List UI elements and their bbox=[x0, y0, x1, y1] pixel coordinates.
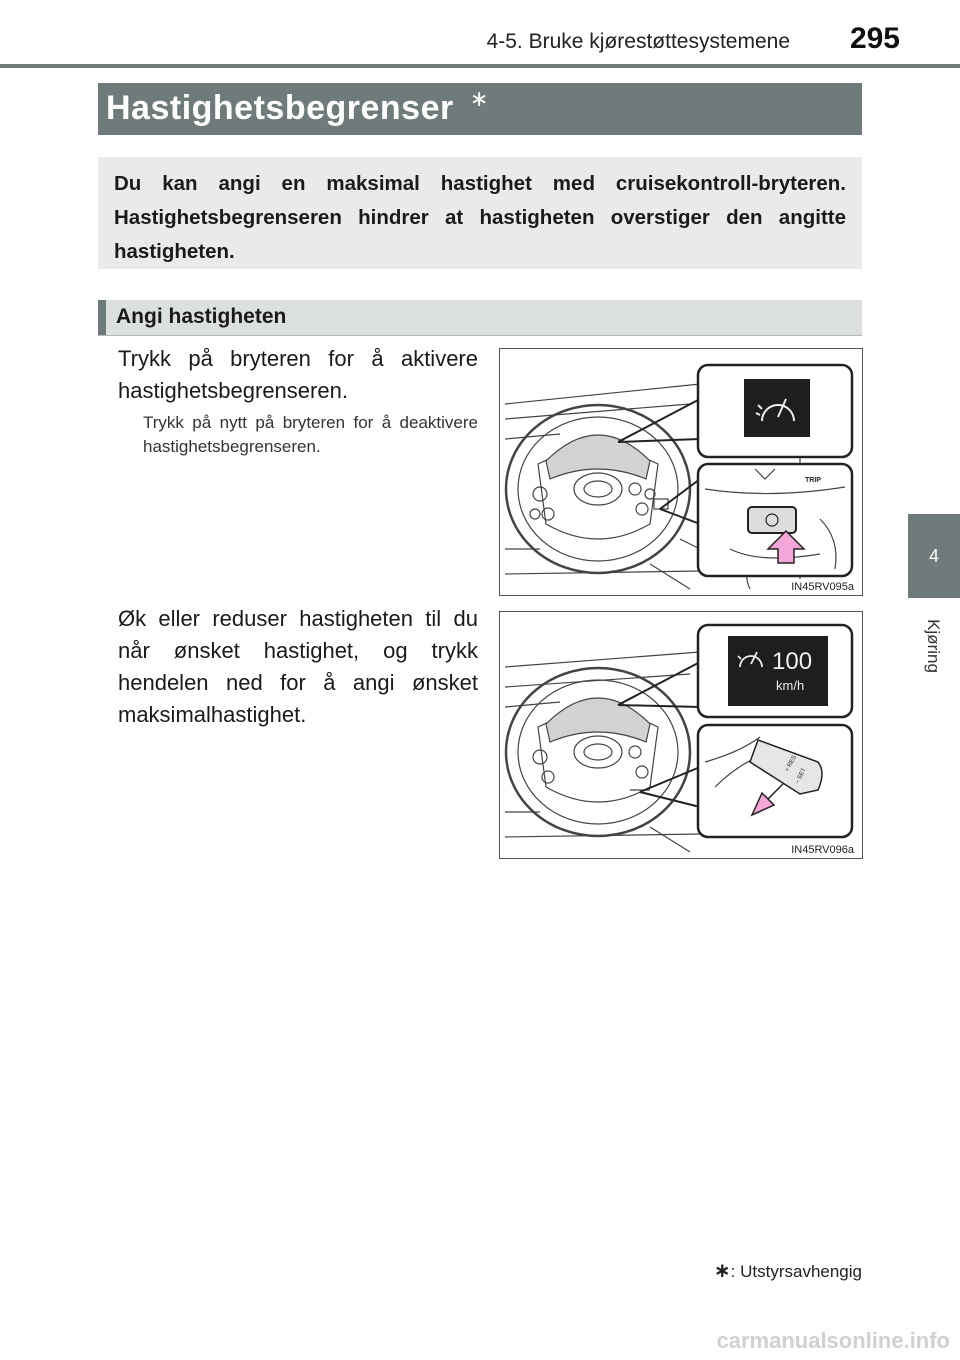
step-2-text: Øk eller reduser hastigheten til du når ønsket hastighet, og trykk hendelen ned for å angi ønsket maksimalhastighet. bbox=[118, 606, 478, 727]
intro-box: Du kan angi en maksimal hastighet med cruisekontroll-bryteren. Hastighetsbegrenseren hindrer at hastigheten overstiger den angitte hastigheten. bbox=[98, 157, 862, 269]
lever-res-label: + RES bbox=[784, 754, 798, 773]
page-number: 295 bbox=[849, 22, 900, 55]
watermark: carmanualsonline.info bbox=[716, 1328, 950, 1353]
footnote-asterisk: ∗ bbox=[713, 1260, 731, 1282]
dashboard-illustration bbox=[500, 349, 862, 595]
chapter-tab bbox=[908, 514, 960, 598]
chapter-label bbox=[905, 606, 960, 686]
subheading-underline bbox=[98, 335, 862, 336]
set-speed-unit: km/h bbox=[776, 678, 805, 693]
trip-label: TRIP bbox=[805, 477, 821, 484]
header-divider bbox=[0, 64, 960, 68]
chapter-number: 4 bbox=[928, 545, 939, 566]
step-1-text: Trykk på bryteren for å aktivere hastighetsbegrenseren. bbox=[118, 346, 478, 403]
chapter-label-text: Kjøring bbox=[923, 619, 943, 673]
footnote bbox=[640, 1258, 862, 1283]
figure-2-code: IN45RV096a bbox=[791, 844, 854, 856]
dashboard-illustration bbox=[500, 612, 862, 858]
step-1-note: Trykk på nytt på bryteren for å deaktivere hastighetsbegrenseren. bbox=[143, 413, 478, 456]
section-title: 4-5. Bruke kjørestøttesystemene bbox=[486, 30, 790, 53]
title-asterisk: ∗ bbox=[470, 86, 489, 111]
lever-set-label: – SET bbox=[794, 767, 808, 785]
page-title-bar bbox=[98, 83, 862, 135]
subheading: Angi hastigheten bbox=[116, 305, 287, 328]
figure-1-code: IN45RV095a bbox=[791, 581, 854, 593]
limiter-button-illustration bbox=[748, 507, 796, 533]
set-speed-value: 100 bbox=[772, 648, 813, 675]
figure-set-speed bbox=[499, 611, 863, 859]
subheading-bar bbox=[98, 300, 862, 335]
footnote-text: : Utstyrsavhengig bbox=[730, 1262, 862, 1281]
page-title: Hastighetsbegrenser bbox=[106, 89, 454, 127]
figure-activate-switch bbox=[499, 348, 863, 596]
